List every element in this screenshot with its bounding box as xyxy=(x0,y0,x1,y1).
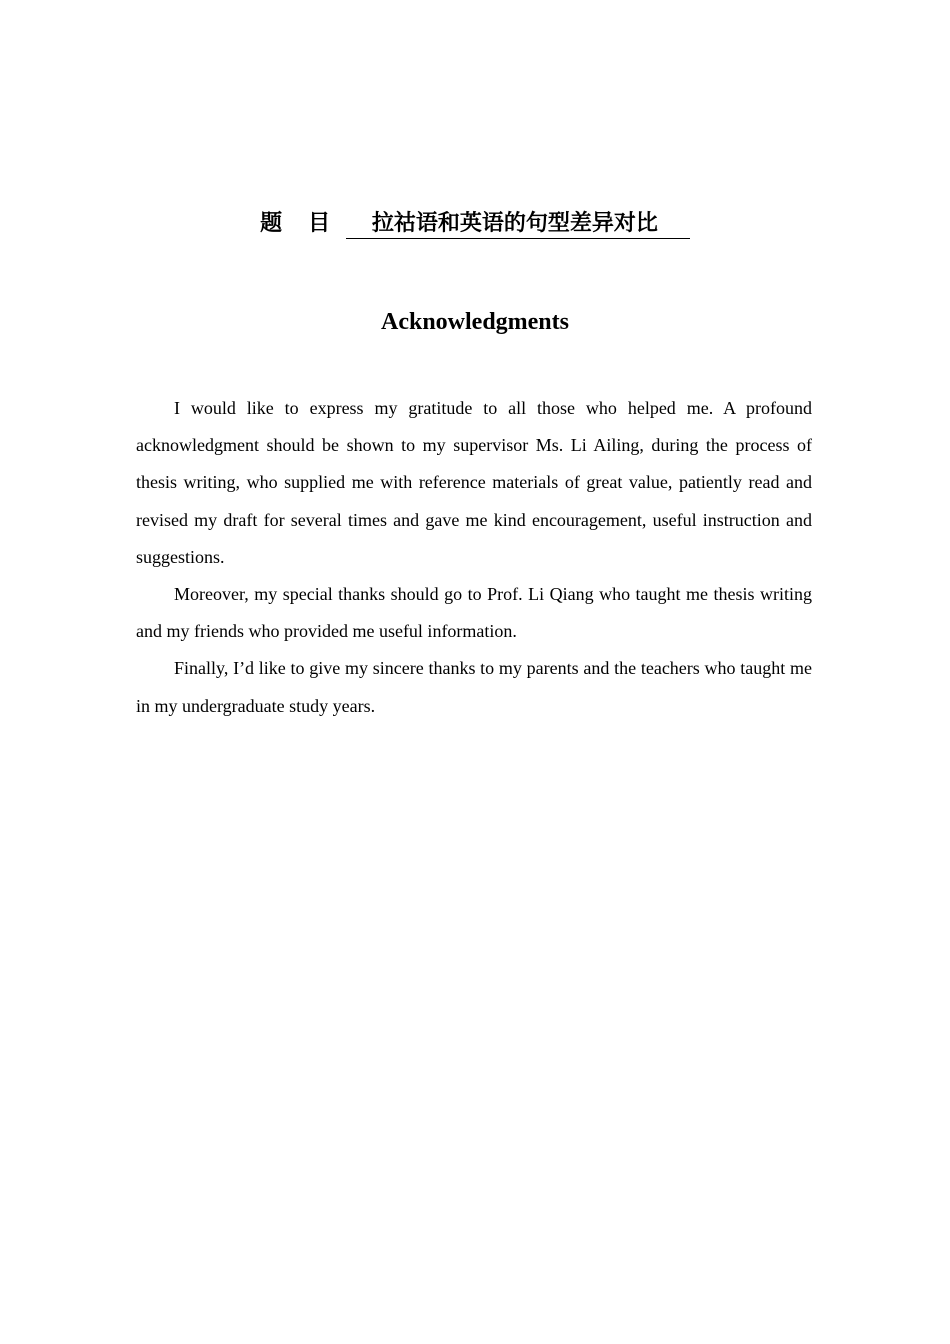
thesis-title-line xyxy=(0,205,950,241)
paragraph-1: I would like to express my gratitude to all those who helped me. A profound acknowledgment should be shown to my supervisor Ms. Li Ailing, during the process of thesis writing, who supplied me with reference materials of great value, patiently read and revised my draft for several times and gave me kind encouragement, useful instruction and suggestions. xyxy=(136,398,812,567)
paragraph-2: Moreover, my special thanks should go to Prof. Li Qiang who taught me thesis writing and my friends who provided me useful information. xyxy=(136,584,812,642)
paragraph-3: Finally, I’d like to give my sincere thanks to my parents and the teachers who taught me in my undergraduate study years. xyxy=(136,658,812,716)
acknowledgments-body xyxy=(136,390,812,725)
acknowledgments-heading: Acknowledgments xyxy=(380,309,569,335)
thesis-title-value: 拉祜语和英语的句型差异对比 xyxy=(346,208,690,239)
thesis-title-label: 题目 xyxy=(260,210,357,236)
